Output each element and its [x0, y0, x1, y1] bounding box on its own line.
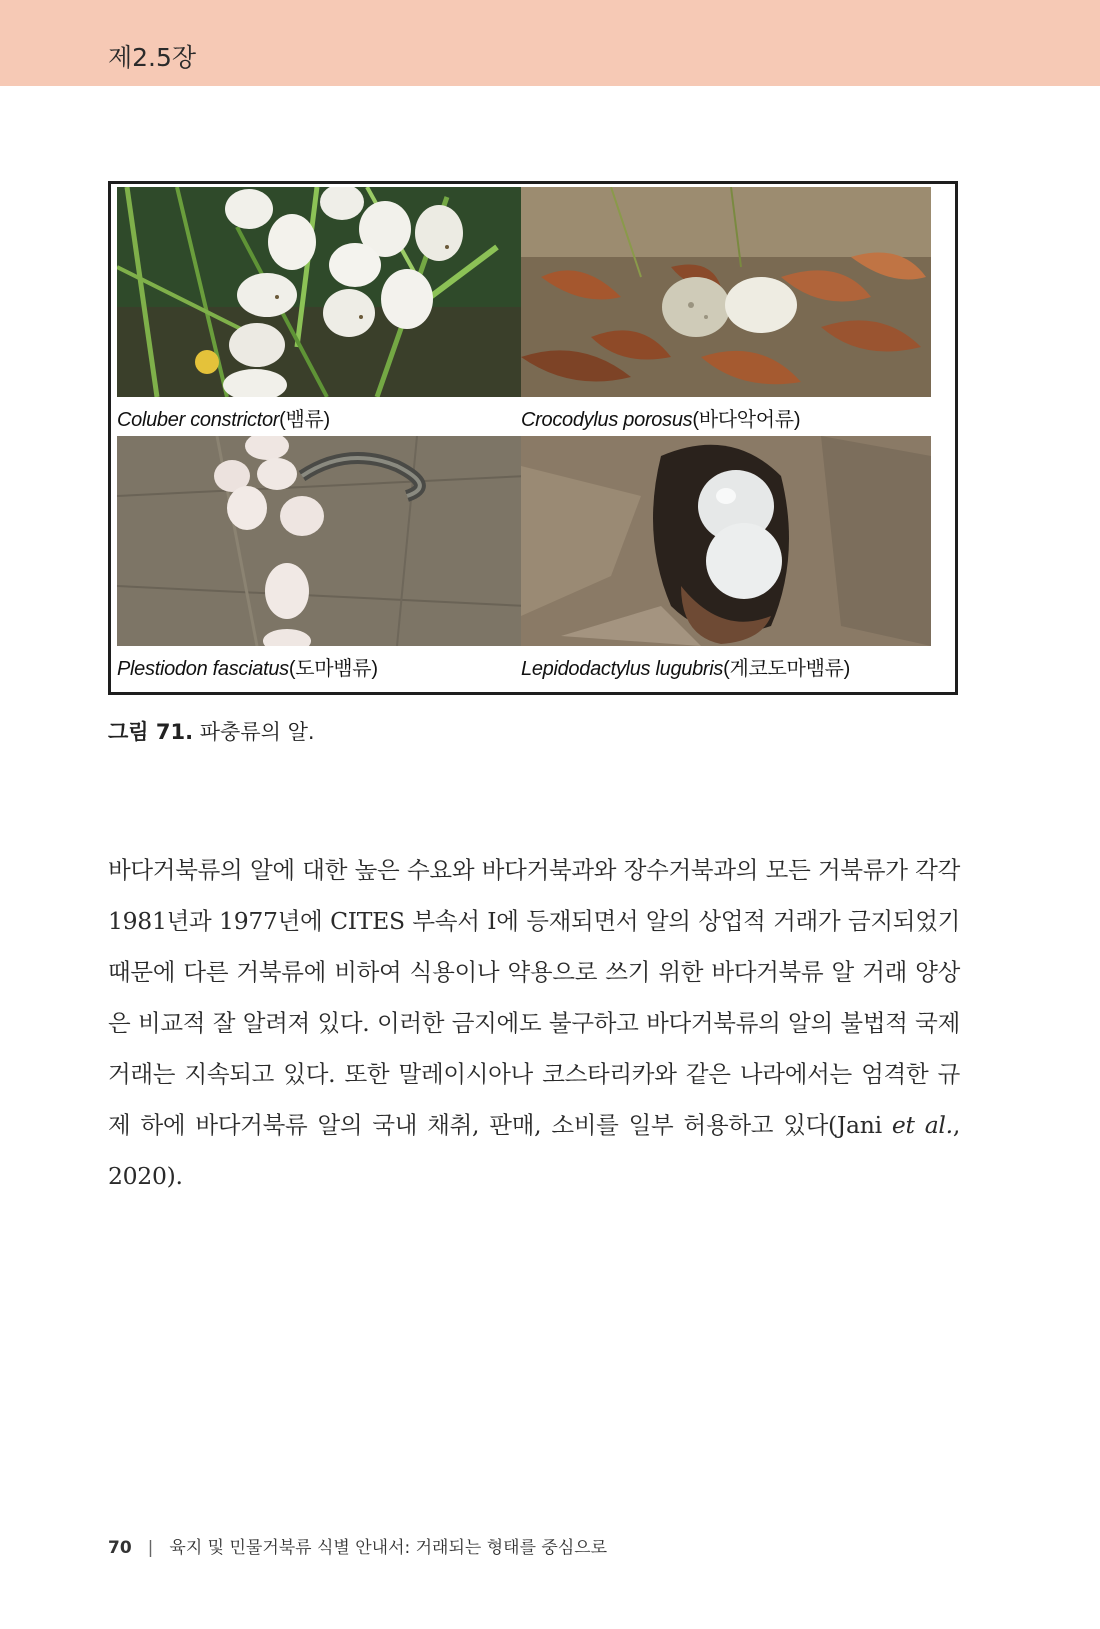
footer-separator: | [147, 1538, 154, 1558]
figure-frame [108, 181, 958, 695]
body-paragraph [108, 845, 960, 1202]
photo-skink-eggs [117, 436, 527, 646]
photo-gecko-eggs [521, 436, 931, 646]
citation-et-al: et al. [891, 1111, 953, 1139]
chapter-title: 제2.5장 [108, 43, 197, 72]
korean-name: (도마뱀류) [288, 658, 378, 680]
figure-caption-text: 파충류의 알. [193, 720, 315, 744]
figure-label-coluber [117, 403, 330, 432]
figure-label-crocodylus [521, 403, 800, 432]
figure-number: 그림 71. [108, 720, 194, 744]
page-number: 70 [108, 1538, 132, 1558]
photo-snake-eggs [117, 187, 527, 397]
korean-name: (게코도마뱀류) [723, 658, 850, 680]
figure-caption [108, 716, 315, 746]
book-title: 육지 및 민물거북류 식별 안내서: 거래되는 형태를 중심으로 [169, 1538, 608, 1558]
body-text: 바다거북류의 알에 대한 높은 수요와 바다거북과와 장수거북과의 모든 거북류가 각각 1981년과 1977년에 CITES 부속서 I에 등재되면서 알의 상업적 거래가 금지되었기 때문에 다른 거북류에 비하여 식용이나 약용으로 쓰기 위한 바다거북류 알 거래 양상은 비교적 잘 알려져 있다. 이러한 금지에도 불구하고 바다거북류의 알의 불법적 국제 거래는 지속되고 있다. 또한 말레이시아나 코스타리카와 같은 나라에서는 엄격한 규제 하에 바다거북류 알의 국내 채취, 판매, 소비를 일부 허용하고 있다(Jani [108, 856, 960, 1139]
page-footer [108, 1533, 607, 1558]
scientific-name: Coluber constrictor [117, 409, 280, 431]
korean-name: (뱀류) [279, 409, 330, 431]
korean-name: (바다악어류) [692, 409, 801, 431]
scientific-name: Crocodylus porosus [521, 409, 693, 431]
body-text-end: , 2020). [108, 1111, 960, 1190]
figure-label-plestiodon [117, 652, 378, 681]
scientific-name: Plestiodon fasciatus [117, 658, 289, 680]
scientific-name: Lepidodactylus lugubris [521, 658, 724, 680]
figure-label-lepidodactylus [521, 652, 850, 681]
photo-crocodile-eggs [521, 187, 931, 397]
